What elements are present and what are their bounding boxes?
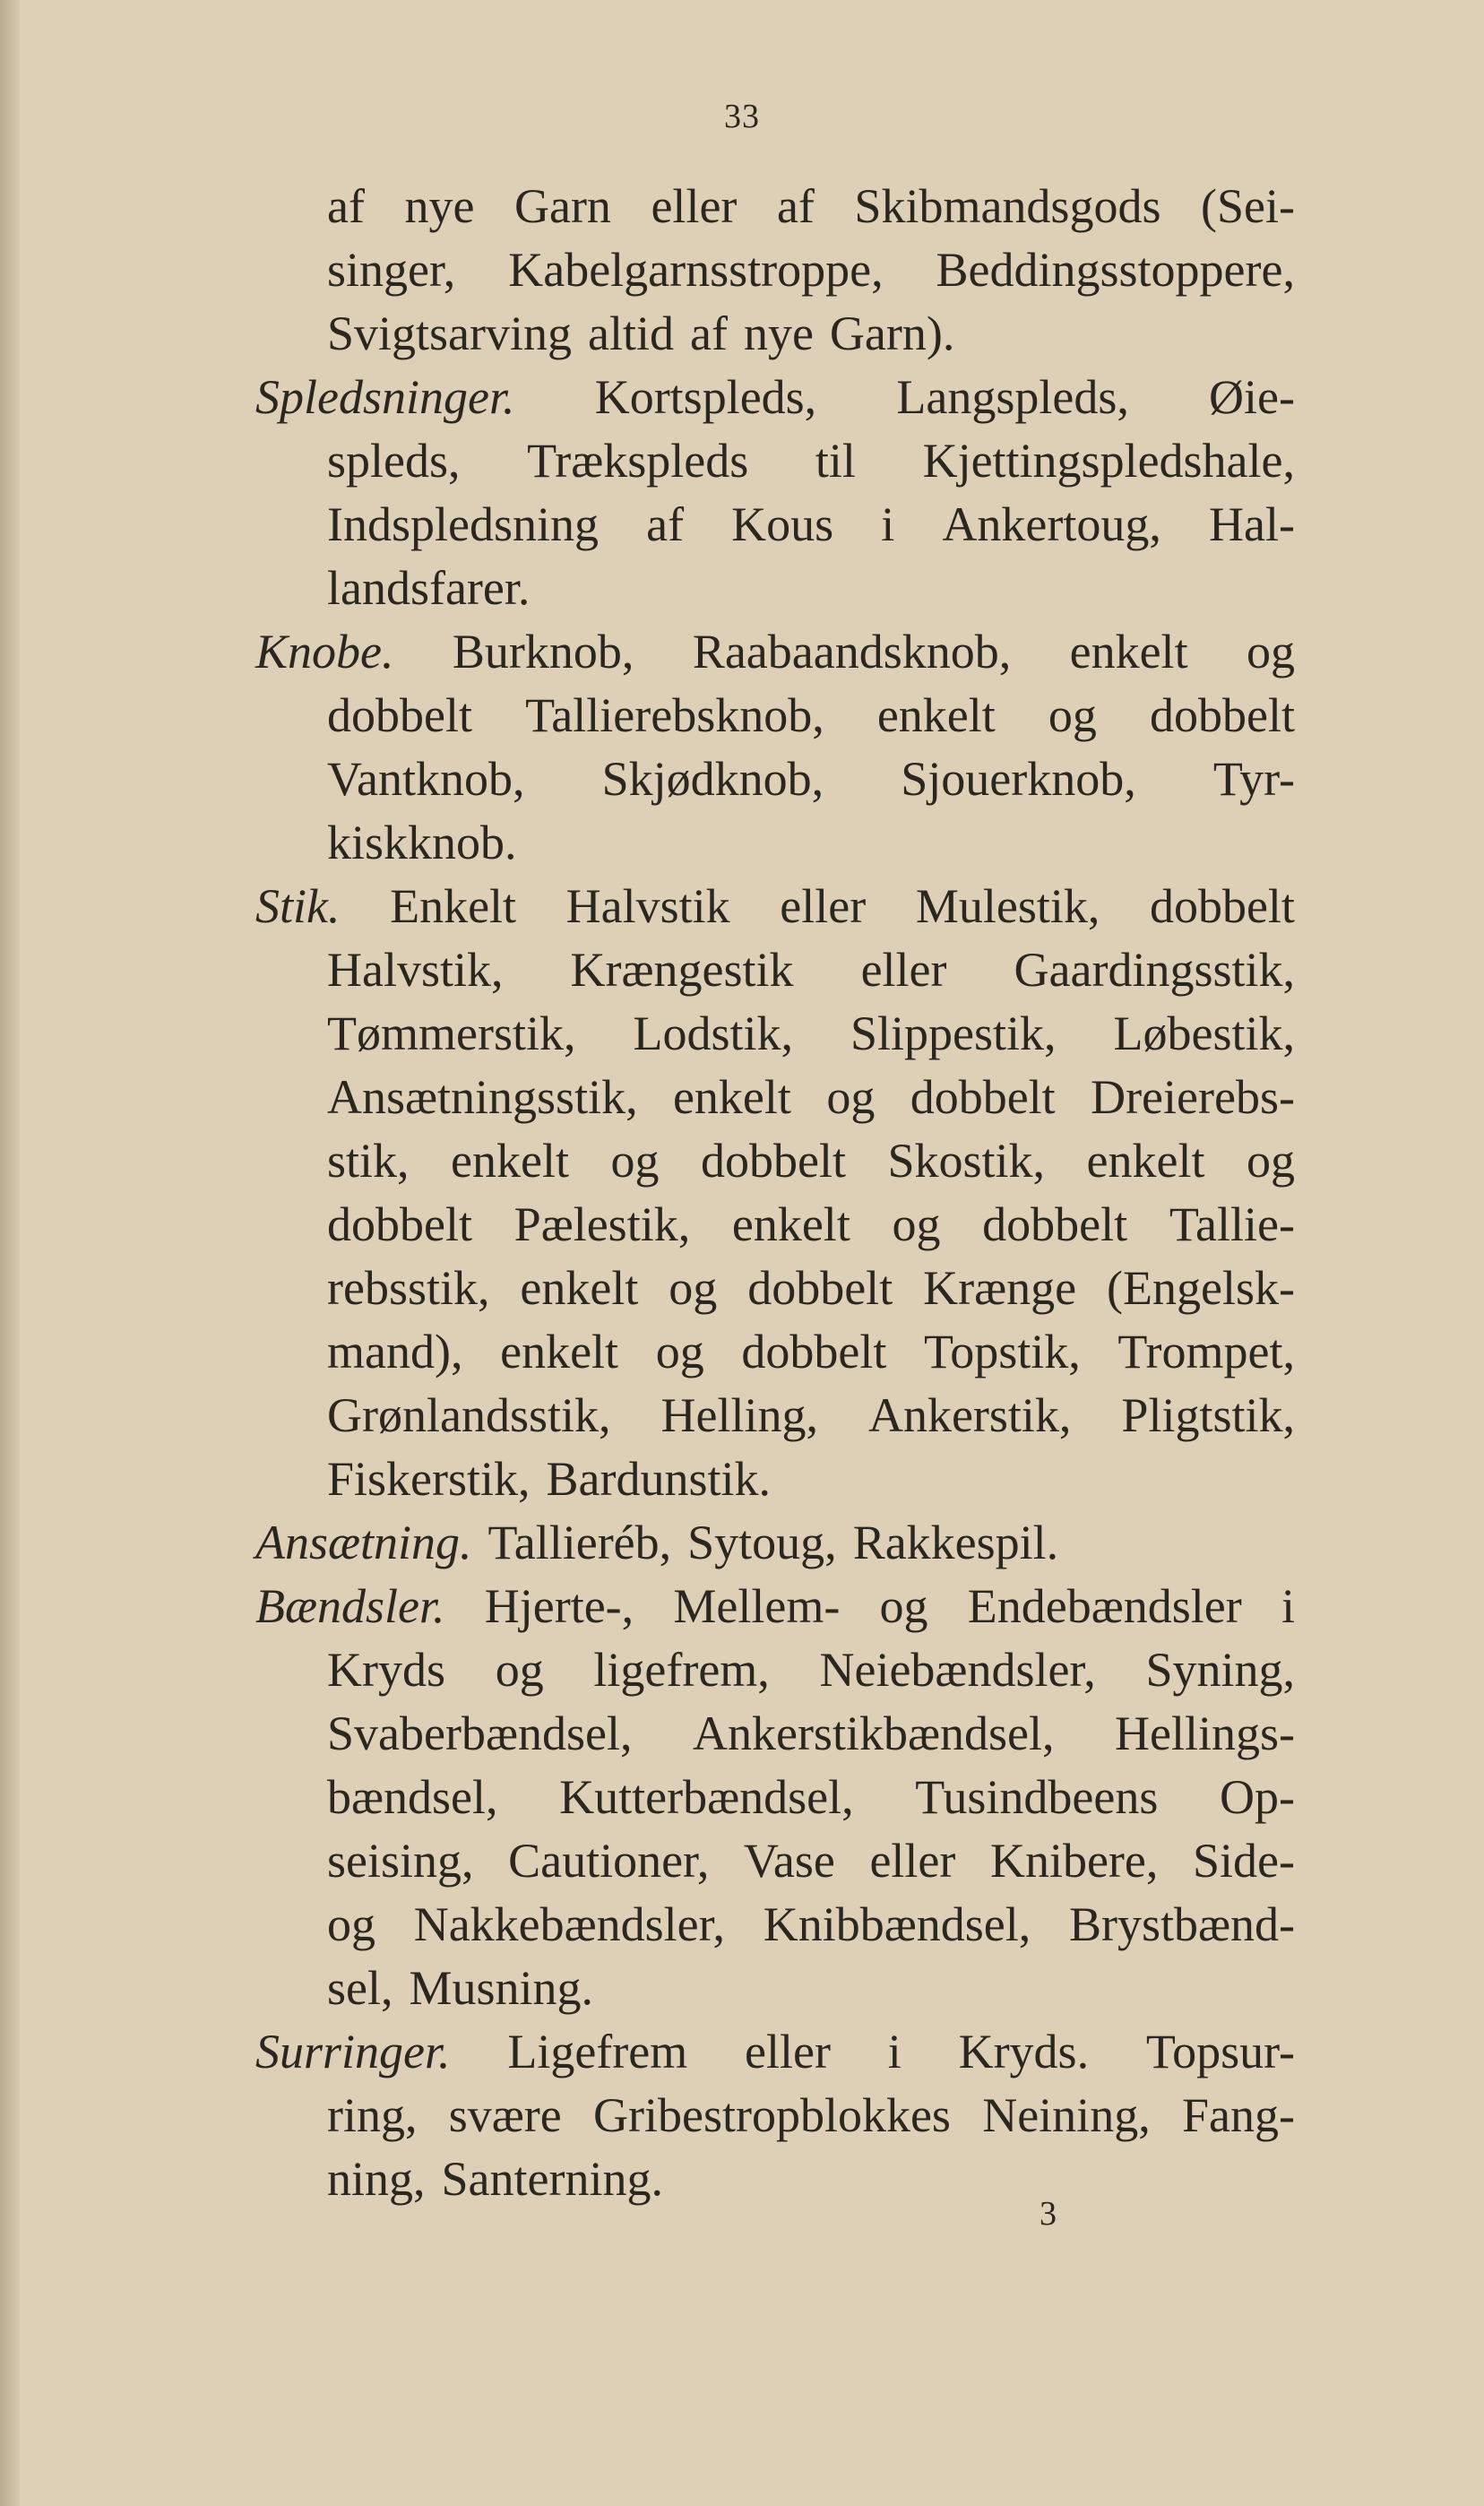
word: enkelt (876, 688, 996, 742)
word: Topstik, (924, 1325, 1081, 1378)
word: Kryds. (958, 2025, 1090, 2078)
word: Kryds (327, 1643, 445, 1697)
word: eller (860, 943, 947, 997)
word: singer, (327, 243, 456, 297)
word: ring, (327, 2088, 418, 2142)
word: Tallierebsknob, (525, 688, 824, 742)
text-line (255, 1893, 1295, 1957)
word: dobbelt (327, 1197, 472, 1251)
glossary-term: Surringer. (255, 2025, 451, 2078)
word: Burknob, (452, 625, 634, 678)
word: Dreierebs- (1091, 1070, 1295, 1124)
text-line (255, 875, 1295, 938)
word: Knibbændsel, (763, 1897, 1031, 1951)
word: Indspledsning (327, 497, 599, 551)
word: Sytoug, (687, 1516, 837, 1569)
word: Syning, (1145, 1643, 1295, 1697)
text-line (255, 1129, 1295, 1193)
word: mand), (327, 1325, 463, 1378)
word: Øie- (1209, 370, 1295, 424)
word: og (327, 1897, 375, 1951)
word: Raabaandsknob, (692, 625, 1012, 678)
word: Neiebændsler, (819, 1643, 1096, 1697)
glossary-term: Ansætning. (255, 1516, 472, 1569)
word: Kabelgarnsstroppe, (508, 243, 884, 297)
word: Fiskerstik, (327, 1452, 531, 1506)
word: Hjerte-, (484, 1579, 634, 1633)
word: Skibmandsgods (854, 179, 1161, 233)
word: Garn). (829, 307, 955, 360)
word: nye (404, 179, 475, 233)
word: af (690, 307, 728, 360)
word: enkelt (731, 1197, 850, 1251)
word: dobbelt (327, 688, 472, 742)
word: dobbelt (1150, 688, 1295, 742)
word: Trækspleds (527, 434, 749, 488)
word: af (776, 179, 815, 233)
word: enkelt (451, 1134, 569, 1188)
word: Fang- (1181, 2088, 1295, 2142)
text-line (255, 1002, 1295, 1066)
text-line (255, 620, 1295, 684)
word: i (881, 497, 895, 551)
glossary-term: Bændsler. (255, 1579, 445, 1633)
text-line (255, 1575, 1295, 1638)
word: Vantknob, (327, 752, 525, 806)
word: Op- (1220, 1770, 1295, 1824)
word: Ankerstikbændsel, (692, 1707, 1055, 1760)
word: sel, (327, 1961, 393, 2015)
word: Rakkespil. (852, 1516, 1059, 1569)
word: og (669, 1261, 718, 1315)
word: Kous (731, 497, 834, 551)
word: og (1246, 625, 1295, 678)
word: Topsur- (1145, 2025, 1295, 2078)
word: rebsstik, (327, 1261, 490, 1315)
word: Trompet, (1117, 1325, 1295, 1378)
text-line (255, 1447, 1295, 1511)
word: Slippestik, (850, 1007, 1057, 1060)
text-line (255, 811, 1295, 875)
word: Mellem- (673, 1579, 841, 1633)
text-line (255, 175, 1295, 238)
word: Skostik, (887, 1134, 1046, 1188)
text-line (255, 938, 1295, 1002)
word: eller (780, 879, 867, 933)
word: og (495, 1643, 544, 1697)
word: nye (743, 307, 814, 360)
word: Halvstik, (327, 943, 504, 997)
word: og (610, 1134, 660, 1188)
word: landsfarer. (327, 561, 531, 615)
word: Vase (743, 1834, 835, 1888)
word: Svigtsarving (327, 307, 573, 360)
word: dobbelt (982, 1197, 1128, 1251)
text-line (255, 238, 1295, 302)
word: bændsel, (327, 1770, 498, 1824)
word: Pligtstik, (1121, 1388, 1295, 1442)
word: eller (869, 1834, 956, 1888)
word: Tallieréb, (487, 1516, 672, 1569)
word: og (1048, 688, 1097, 742)
word: Ligefrem (507, 2025, 688, 2078)
word: seising, (327, 1834, 474, 1888)
word: Musning. (409, 1961, 594, 2015)
word: Helling, (660, 1388, 818, 1442)
word: dobbelt (700, 1134, 846, 1188)
text-line (255, 2020, 1295, 2084)
text-line (255, 1257, 1295, 1320)
glossary-term: Knobe. (255, 625, 394, 678)
text-line (255, 557, 1295, 620)
word: Pælestik, (513, 1197, 691, 1251)
word: Side- (1192, 1834, 1295, 1888)
word: enkelt (1069, 625, 1188, 678)
text-line (255, 1829, 1295, 1893)
word: Tømmerstik, (327, 1007, 576, 1060)
text-line (255, 493, 1295, 557)
word: Cautioner, (508, 1834, 710, 1888)
glossary-term: Spledsninger. (255, 370, 515, 424)
word: og (655, 1325, 704, 1378)
word: (Engelsk- (1107, 1261, 1295, 1315)
word: i (1281, 1579, 1295, 1633)
word: Ansætningsstik, (327, 1070, 638, 1124)
word: og (879, 1579, 928, 1633)
word: Enkelt (390, 879, 517, 933)
word: og (892, 1197, 941, 1251)
word: ning, (327, 2152, 426, 2206)
word: Beddingsstoppere, (936, 243, 1295, 297)
word: enkelt (672, 1070, 791, 1124)
word: Grønlandsstik, (327, 1388, 611, 1442)
word: Langspleds, (896, 370, 1129, 424)
word: enkelt (520, 1261, 639, 1315)
word: Brystbænd- (1068, 1897, 1295, 1951)
word: enkelt (500, 1325, 619, 1378)
word: eller (651, 179, 738, 233)
word: Garn (513, 179, 611, 233)
word: ligefrem, (593, 1643, 770, 1697)
word: Sjouerknob, (901, 752, 1136, 806)
word: og (1246, 1134, 1295, 1188)
text-line (255, 1511, 1295, 1575)
word: og (826, 1070, 876, 1124)
word: dobbelt (747, 1261, 893, 1315)
word: til (815, 434, 856, 488)
body-text (255, 175, 1295, 2211)
word: Tyr- (1212, 752, 1295, 806)
word: Knibere, (989, 1834, 1159, 1888)
word: Kortspleds, (594, 370, 817, 424)
text-line (255, 1957, 1295, 2020)
text-line (255, 1320, 1295, 1384)
text-line (255, 1384, 1295, 1447)
word: Mulestik, (915, 879, 1100, 933)
word: stik, (327, 1134, 410, 1188)
word: Løbestik, (1113, 1007, 1295, 1060)
word: Tusindbeens (915, 1770, 1159, 1824)
text-line (255, 1193, 1295, 1257)
word: Endebændsler (967, 1579, 1242, 1633)
word: Nakkebændsler, (413, 1897, 725, 1951)
text-line (255, 684, 1295, 747)
signature-mark: 3 (1040, 2195, 1057, 2233)
text-line (255, 1702, 1295, 1766)
word: Tallie- (1169, 1197, 1295, 1251)
word: (Sei- (1201, 179, 1295, 233)
word: Bardunstik. (546, 1452, 772, 1506)
word: dobbelt (741, 1325, 887, 1378)
word: spleds, (327, 434, 461, 488)
word: Lodstik, (633, 1007, 793, 1060)
word: Gribestropblokkes (593, 2088, 951, 2142)
word: dobbelt (910, 1070, 1056, 1124)
word: kiskknob. (327, 816, 517, 869)
word: Ankerstik, (867, 1388, 1072, 1442)
word: i (887, 2025, 902, 2078)
word: Krængestik (570, 943, 794, 997)
word: Krænge (923, 1261, 1077, 1315)
word: enkelt (1086, 1134, 1205, 1188)
word: Kutterbændsel, (559, 1770, 854, 1824)
word: Skjødknob, (601, 752, 824, 806)
word: Neining, (982, 2088, 1151, 2142)
word: Hal- (1208, 497, 1295, 551)
text-line (255, 1638, 1295, 1702)
text-line (255, 747, 1295, 811)
page-edge-shadow (0, 0, 20, 2506)
word: dobbelt (1149, 879, 1295, 933)
word: svære (448, 2088, 562, 2142)
word: af (327, 179, 365, 233)
text-line (255, 2147, 1295, 2211)
word: Halvstik (565, 879, 730, 933)
word: Ankertoug, (942, 497, 1161, 551)
text-line (255, 2084, 1295, 2147)
word: Kjettingspledshale, (922, 434, 1295, 488)
word: Santerning. (441, 2152, 663, 2206)
word: af (646, 497, 685, 551)
text-line (255, 302, 1295, 366)
text-line (255, 1066, 1295, 1129)
word: Gaardingsstik, (1014, 943, 1295, 997)
text-line (255, 1766, 1295, 1829)
text-line (255, 366, 1295, 429)
text-line (255, 429, 1295, 493)
glossary-term: Stik. (255, 879, 341, 933)
word: altid (588, 307, 674, 360)
word: Hellings- (1115, 1707, 1295, 1760)
word: Svaberbændsel, (327, 1707, 633, 1760)
word: eller (745, 2025, 831, 2078)
page-number: 33 (724, 98, 760, 135)
